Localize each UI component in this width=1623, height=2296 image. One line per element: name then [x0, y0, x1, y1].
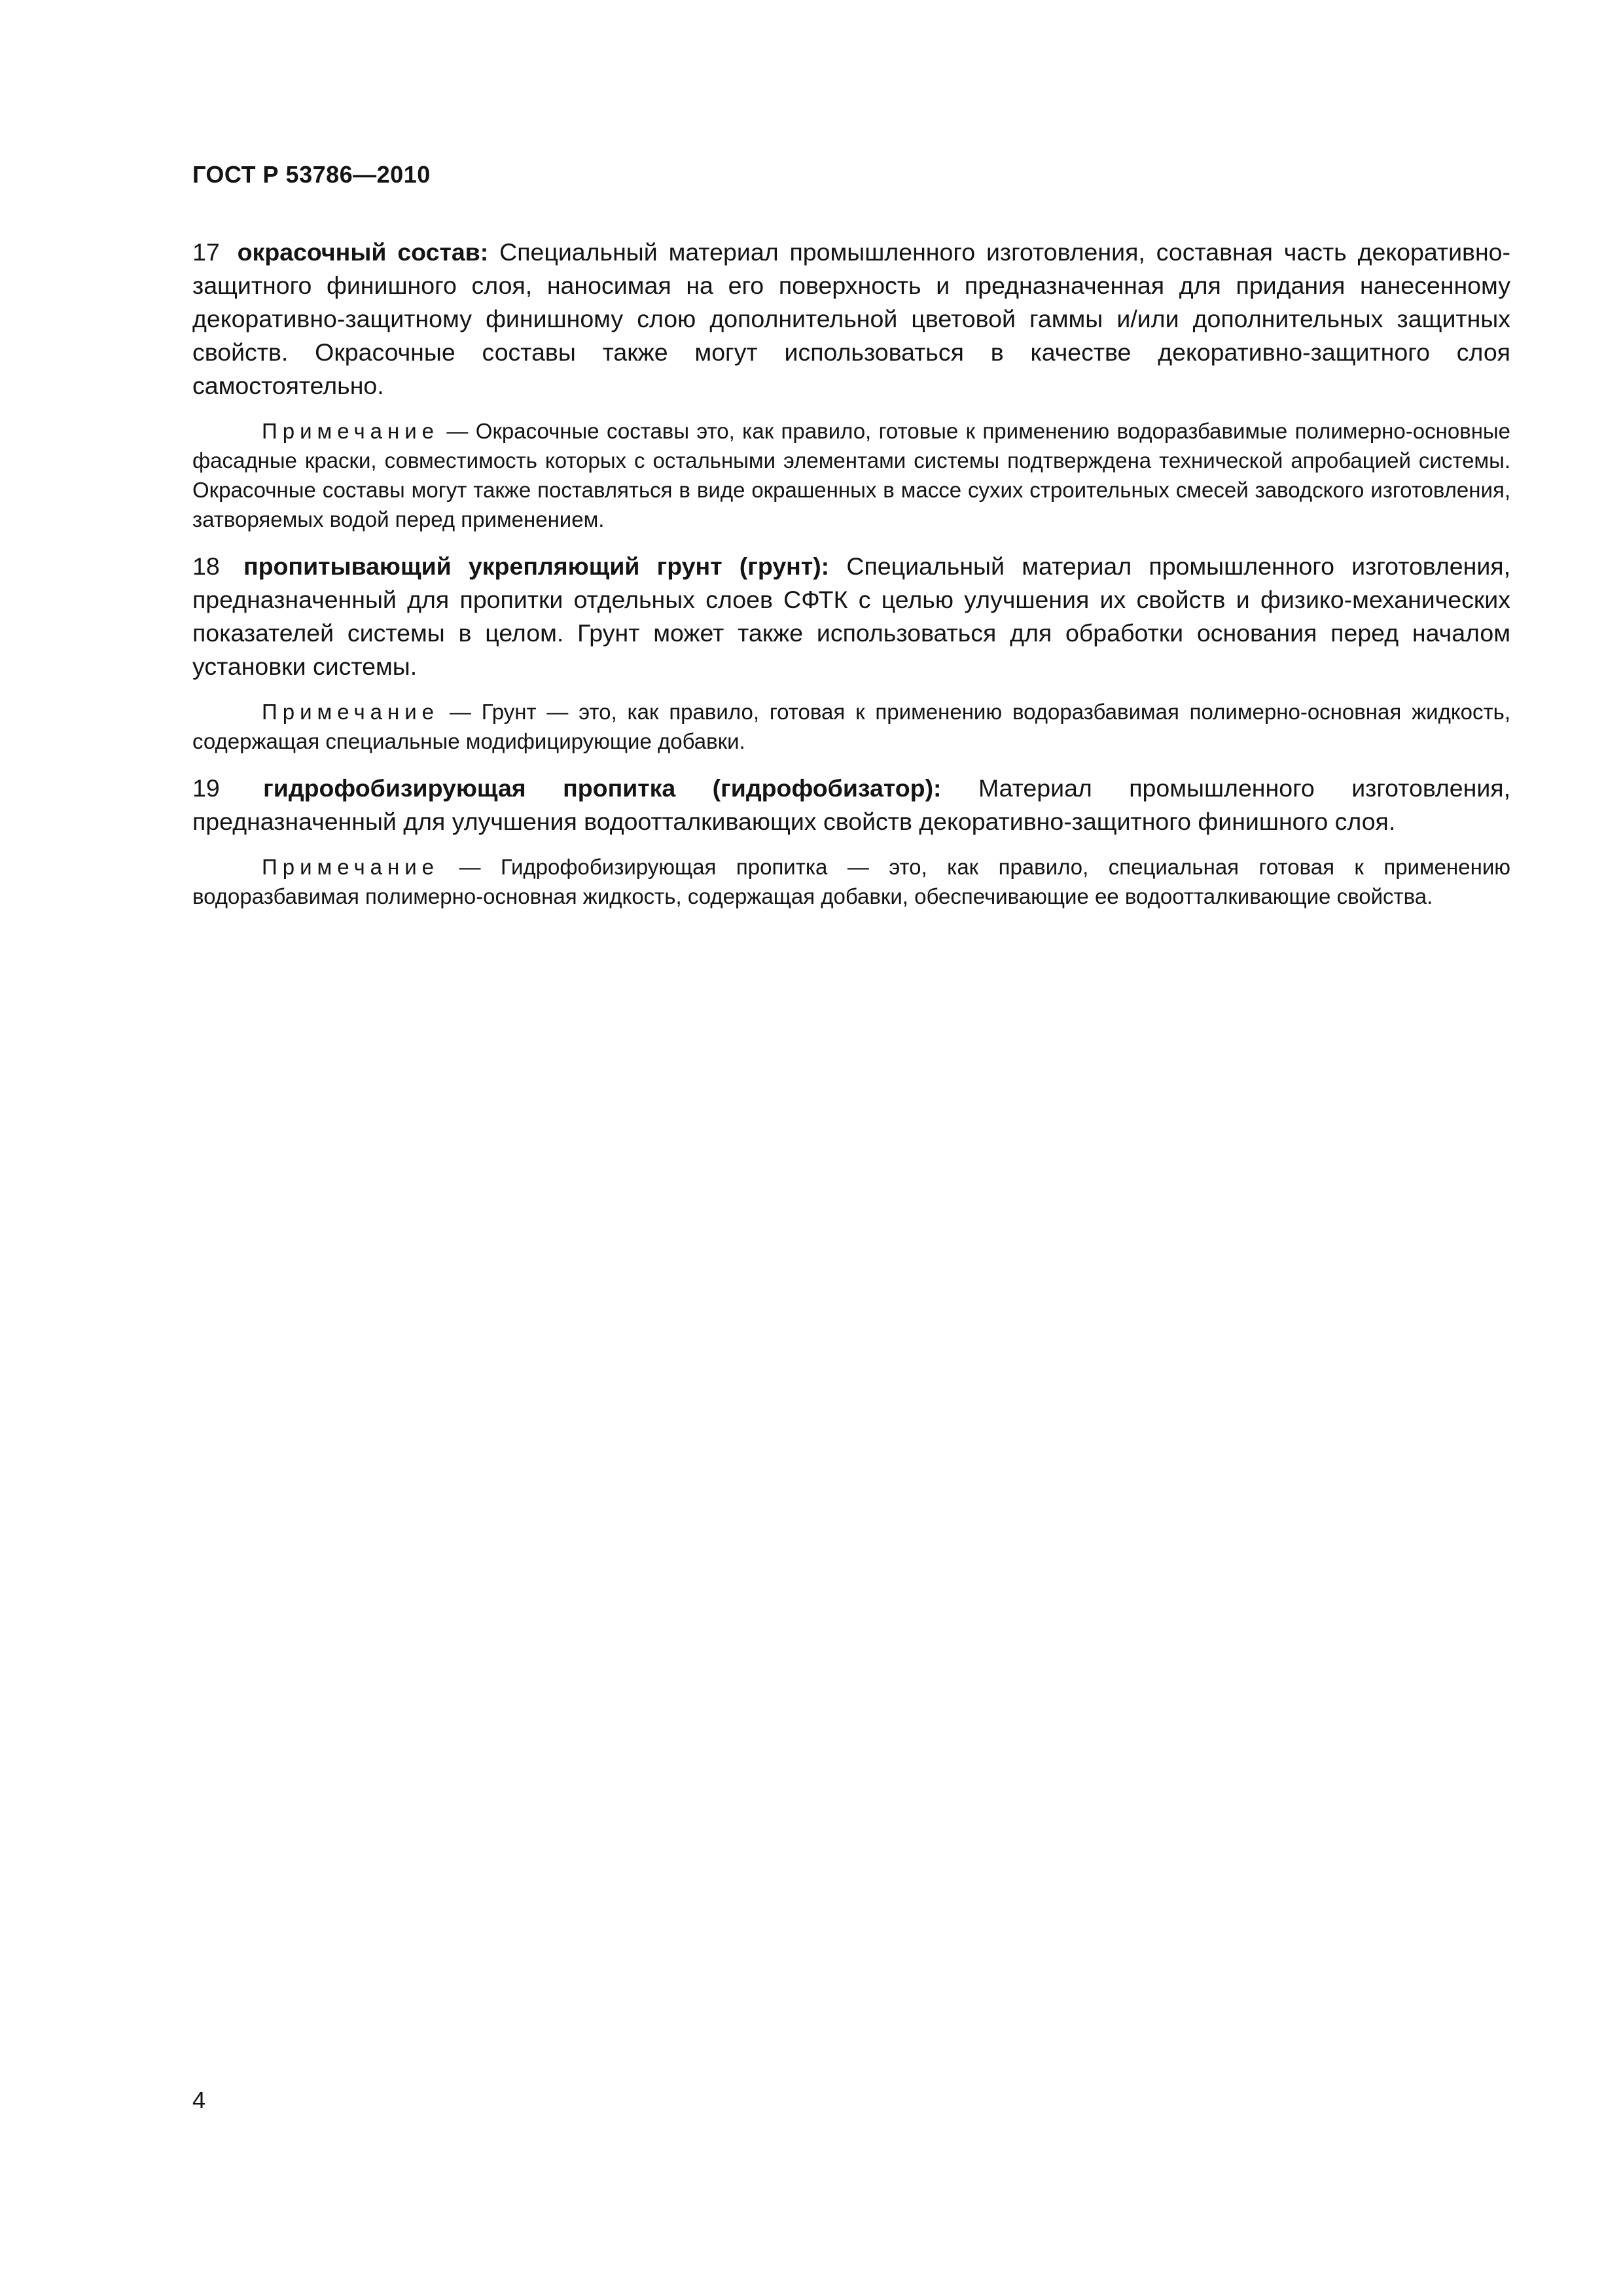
page-number: 4	[192, 2087, 206, 2113]
note-18	[192, 697, 1510, 756]
term-18	[192, 550, 1510, 683]
terms-section	[192, 236, 1510, 911]
term-17	[192, 236, 1510, 403]
note-label: Примечание	[262, 700, 440, 724]
term-name: гидрофобизирующая пропитка (гидрофобизатор):	[263, 774, 942, 802]
term-definition: Материал промышленного изготовления, предназначенный для улучшения водоотталкивающих свойств декоративно-защитного финишного слоя.	[192, 774, 1511, 835]
term-number: 17	[192, 238, 220, 266]
note-19	[192, 852, 1510, 911]
note-text: — Окрасочные составы это, как правило, готовые к применению водоразбавимые полимерно-основные фасадные краски, совместимость которых с остальными элементами системы подтверждена технической апробацией системы. Окрасочные составы могут также поставляться в виде окрашенных в массе сухих строительных смесей заводского изготовления, затворяемых водой перед применением.	[192, 419, 1510, 531]
term-definition: Специальный материал промышленного изготовления, составная часть декоративно-защитного финишного слоя, наносимая на его поверхность и предназначенная для придания нанесенному декоративно-защитному финишному слою дополнительной цветовой гаммы и/или дополнительных защитных свойств. Окрасочные составы также могут использоваться в качестве декоративно-защитного слоя самостоятельно.	[192, 238, 1510, 399]
term-name: пропитывающий укрепляющий грунт (грунт):	[243, 552, 830, 580]
note-17	[192, 416, 1510, 534]
note-text: — Гидрофобизирующая пропитка — это, как правило, специальная готовая к применению водоразбавимая полимерно-основная жидкость, содержащая добавки, обеспечивающие ее водоотталкивающие свойства.	[192, 855, 1511, 908]
note-label: Примечание	[262, 419, 440, 443]
term-number: 19	[192, 774, 220, 802]
term-19	[192, 772, 1510, 838]
term-definition: Специальный материал промышленного изготовления, предназначенный для пропитки отдельных слоев СФТК с целью улучшения их свойств и физико-механических показателей системы в целом. Грунт может также использоваться для обработки основания перед началом установки системы.	[192, 552, 1510, 680]
note-text: — Грунт — это, как правило, готовая к применению водоразбавимая полимерно-основная жидкость, содержащая специальные модифицирующие добавки.	[192, 700, 1510, 753]
note-label: Примечание	[262, 855, 440, 879]
term-name: окрасочный состав:	[237, 238, 489, 266]
term-number: 18	[192, 552, 220, 580]
document-header: ГОСТ Р 53786—2010	[192, 161, 431, 188]
